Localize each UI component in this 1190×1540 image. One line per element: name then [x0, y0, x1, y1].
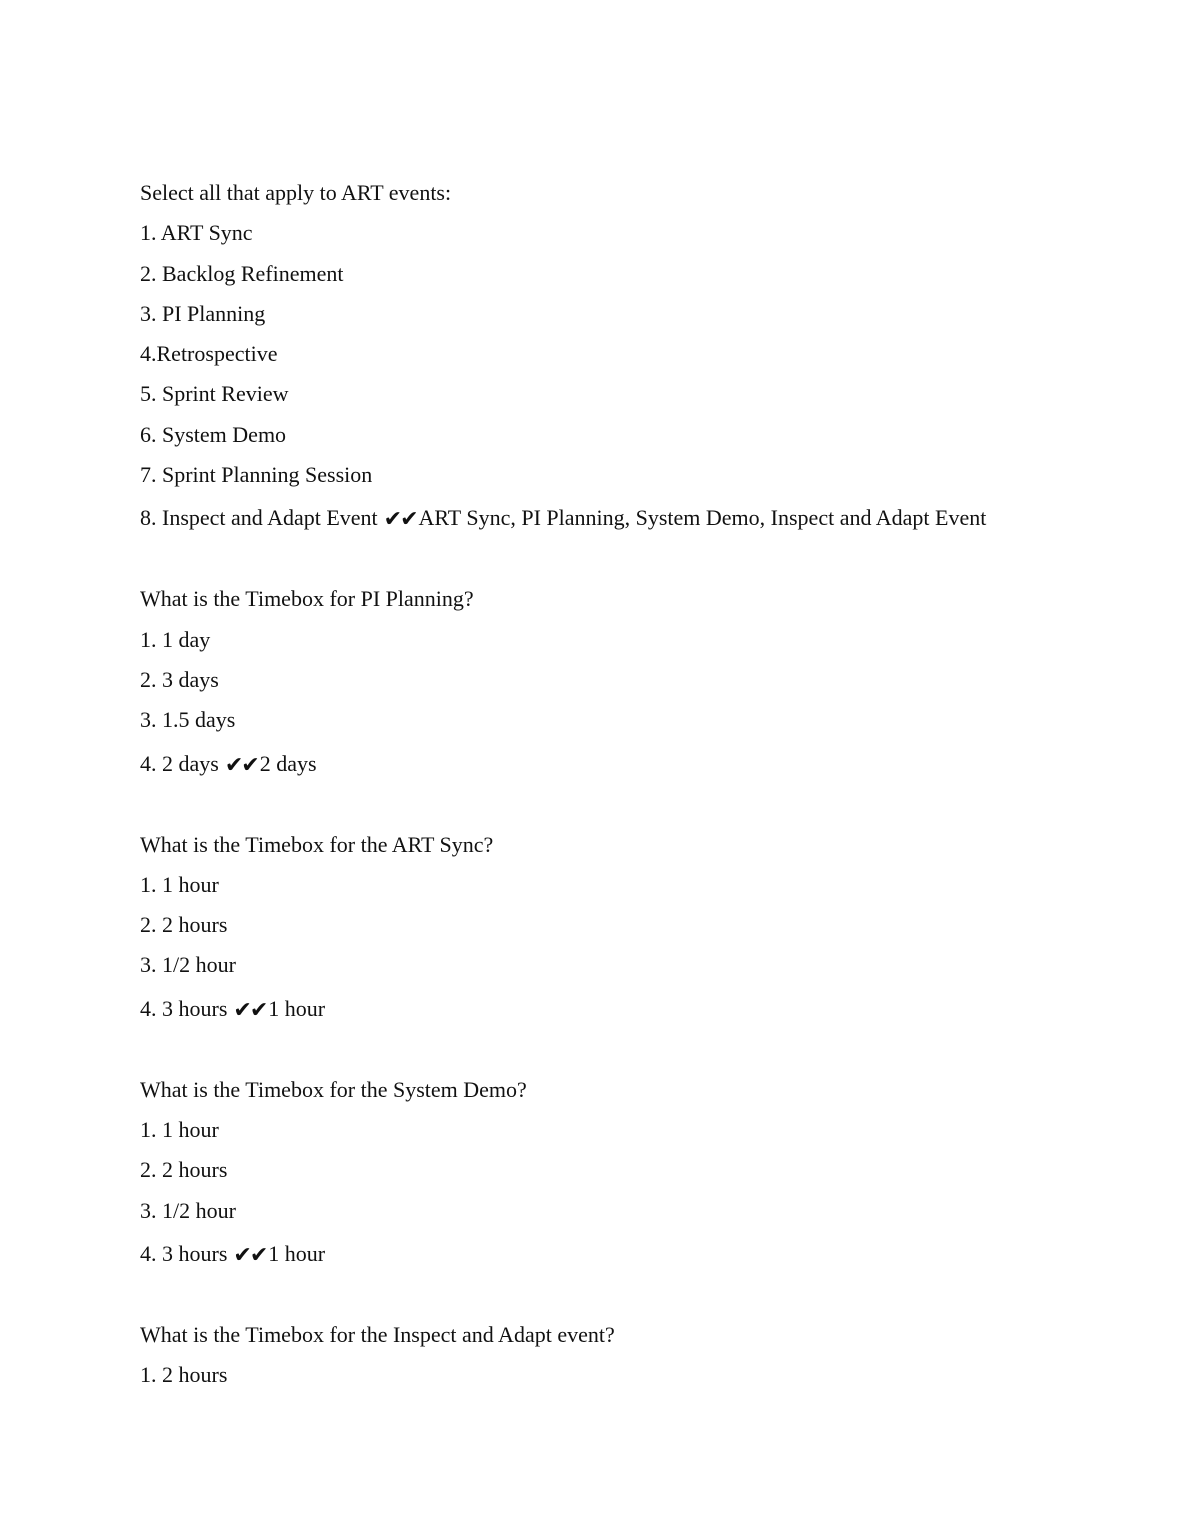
option-item: 1. 1 day	[140, 626, 211, 652]
option-item: 5. Sprint Review	[140, 381, 289, 407]
question-prompt: What is the Timebox for the ART Sync?	[140, 831, 494, 857]
spacer	[140, 1272, 1140, 1320]
question-pi-planning-timebox	[140, 584, 1140, 781]
option-item: 4. 3 hours	[140, 995, 228, 1021]
question-prompt: What is the Timebox for the Inspect and Adapt event?	[140, 1321, 615, 1347]
checkmark-icon: ✔✔	[224, 752, 258, 778]
option-item: 8. Inspect and Adapt Event	[140, 505, 378, 531]
option-item: 1. ART Sync	[140, 220, 253, 246]
answer-line	[140, 991, 1140, 1027]
answer-text: 1 hour	[268, 1240, 326, 1266]
answer-line	[140, 746, 1140, 782]
spacer	[140, 536, 1140, 584]
option-item: 1. 1 hour	[140, 1117, 219, 1143]
question-prompt: What is the Timebox for PI Planning?	[140, 586, 474, 612]
answer-text: 1 hour	[268, 995, 326, 1021]
question-art-events	[140, 178, 1140, 536]
question-system-demo-timebox	[140, 1075, 1140, 1272]
answer-text: ART Sync, PI Planning, System Demo, Inspect and Adapt Event	[418, 505, 987, 531]
answer-text: 2 days	[259, 750, 317, 776]
question-art-sync-timebox	[140, 830, 1140, 1027]
option-item: 1. 1 hour	[140, 871, 219, 897]
option-item: 4.Retrospective	[140, 341, 278, 367]
option-item: 2. 3 days	[140, 666, 219, 692]
option-item: 3. 1/2 hour	[140, 952, 236, 978]
document-page	[140, 178, 1140, 1401]
question-inspect-adapt-timebox	[140, 1320, 1140, 1390]
option-item: 2. 2 hours	[140, 1157, 228, 1183]
checkmark-icon: ✔✔	[383, 507, 417, 533]
answer-line	[140, 1236, 1140, 1272]
option-item: 1. 2 hours	[140, 1362, 228, 1388]
spacer	[140, 782, 1140, 830]
option-item: 2. 2 hours	[140, 912, 228, 938]
option-item: 7. Sprint Planning Session	[140, 462, 373, 488]
spacer	[140, 1027, 1140, 1075]
option-item: 3. 1.5 days	[140, 707, 236, 733]
question-prompt: Select all that apply to ART events:	[140, 180, 452, 205]
option-item: 4. 2 days	[140, 750, 219, 776]
option-item: 2. Backlog Refinement	[140, 260, 344, 286]
answer-line	[140, 500, 1140, 536]
option-item: 4. 3 hours	[140, 1240, 228, 1266]
checkmark-icon: ✔✔	[233, 1242, 267, 1268]
checkmark-icon: ✔✔	[233, 997, 267, 1023]
option-item: 6. System Demo	[140, 421, 287, 447]
question-prompt: What is the Timebox for the System Demo?	[140, 1076, 527, 1102]
option-item: 3. PI Planning	[140, 300, 266, 326]
option-item: 3. 1/2 hour	[140, 1197, 236, 1223]
